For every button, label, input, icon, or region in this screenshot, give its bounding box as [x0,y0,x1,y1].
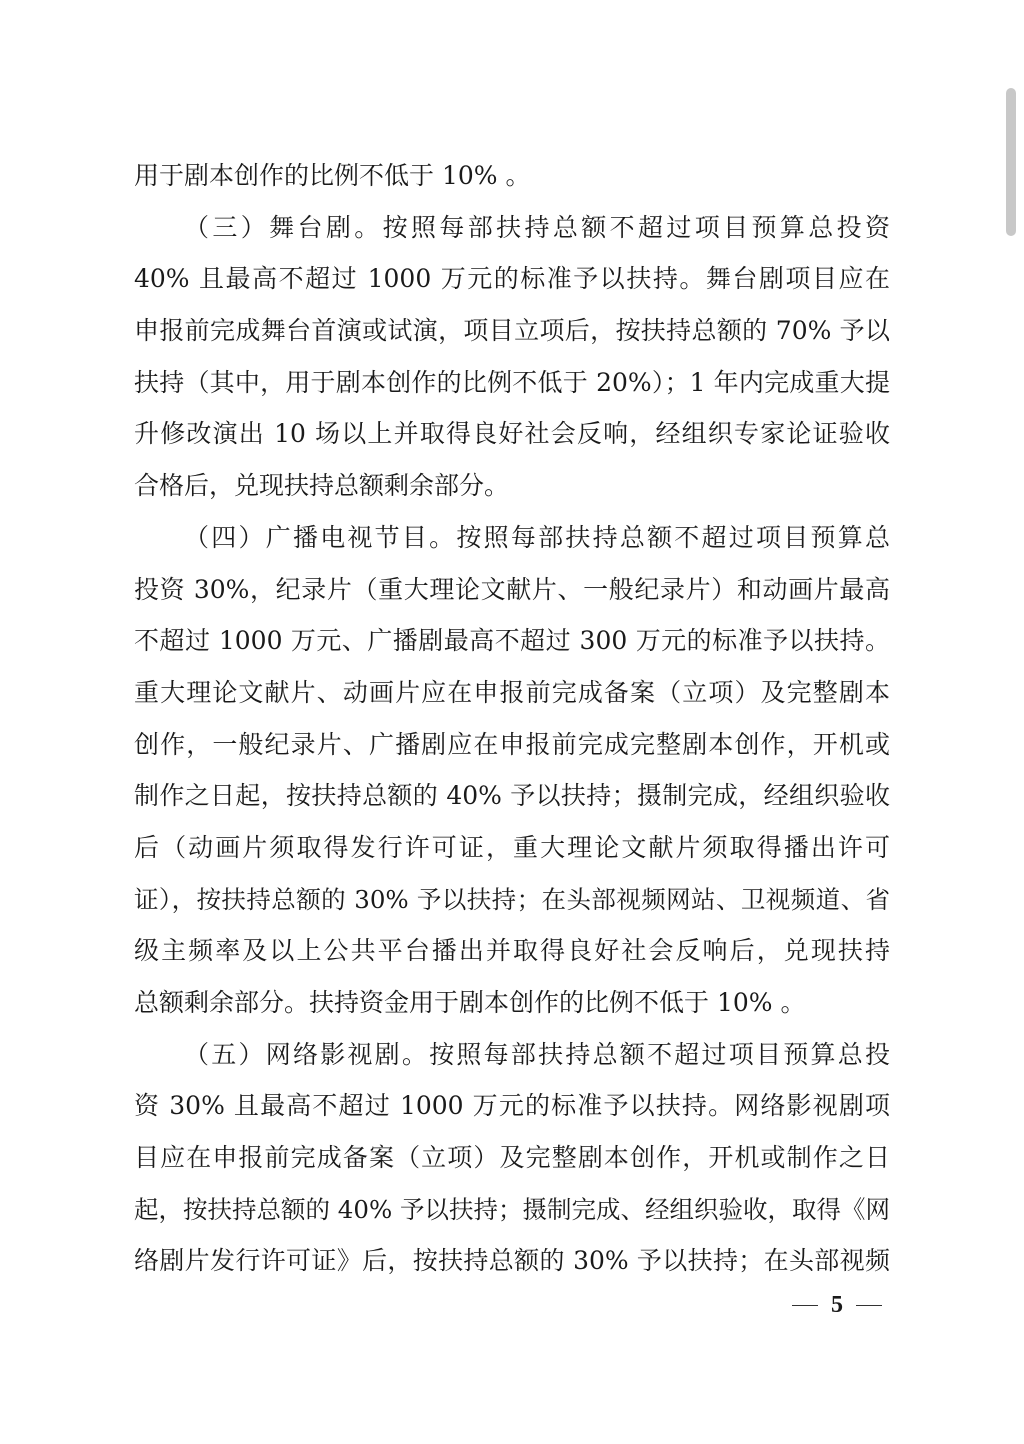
text-line: 合格后，兑现扶持总额剩余部分。 [134,471,510,501]
footer-dash-right [856,1305,882,1306]
document-body [134,150,890,1287]
text-line: 升修改演出 10 场以上并取得良好社会反响，经组织专家论证验收 [134,419,890,449]
text-line: 起，按扶持总额的 40% 予以扶持；摄制完成、经组织验收，取得《网 [134,1194,891,1224]
text-line: （三）舞台剧。按照每部扶持总额不超过项目预算总投资 [184,212,890,242]
text-line: 资 30% 且最高不超过 1000 万元的标准予以扶持。网络影视剧项 [134,1091,890,1121]
text-line: 目应在申报前完成备案（立项）及完整剧本创作，开机或制作之日 [134,1143,890,1173]
scrollbar-thumb[interactable] [1006,88,1016,236]
text-line: 总额剩余部分。扶持资金用于剧本创作的比例不低于 10% 。 [134,988,806,1017]
text-line: 制作之日起，按扶持总额的 40% 予以扶持；摄制完成，经组织验收 [134,781,890,811]
text-line: 级主频率及以上公共平台播出并取得良好社会反响后，兑现扶持 [134,936,890,966]
text-line: 40% 且最高不超过 1000 万元的标准予以扶持。舞台剧项目应在 [134,264,890,294]
text-line: 投资 30%，纪录片（重大理论文献片、一般纪录片）和动画片最高 [134,574,890,604]
text-line: 申报前完成舞台首演或试演，项目立项后，按扶持总额的 70% 予以 [134,316,890,346]
text-line: 络剧片发行许可证》后，按扶持总额的 30% 予以扶持；在头部视频 [134,1246,890,1276]
text-line: 后（动画片须取得发行许可证，重大理论文献片须取得播出许可 [134,832,890,862]
page-footer [792,1290,882,1320]
text-line: 用于剧本创作的比例不低于 10% 。 [134,161,531,190]
text-line: （五）网络影视剧。按照每部扶持总额不超过项目预算总投 [184,1039,890,1069]
footer-dash-left [792,1305,818,1306]
vertical-scrollbar[interactable] [1006,88,1016,236]
text-line: （四）广播电视节目。按照每部扶持总额不超过项目预算总 [184,522,890,552]
page-number: 5 [831,1291,843,1318]
text-line: 扶持（其中，用于剧本创作的比例不低于 20%）；1 年内完成重大提 [134,367,890,397]
text-line: 重大理论文献片、动画片应在申报前完成备案（立项）及完整剧本 [134,677,890,707]
text-line: 创作，一般纪录片、广播剧应在申报前完成完整剧本创作，开机或 [134,729,890,759]
text-line: 证），按扶持总额的 30% 予以扶持；在头部视频网站、卫视频道、省 [134,884,890,914]
text-line: 不超过 1000 万元、广播剧最高不超过 300 万元的标准予以扶持。 [134,626,890,656]
